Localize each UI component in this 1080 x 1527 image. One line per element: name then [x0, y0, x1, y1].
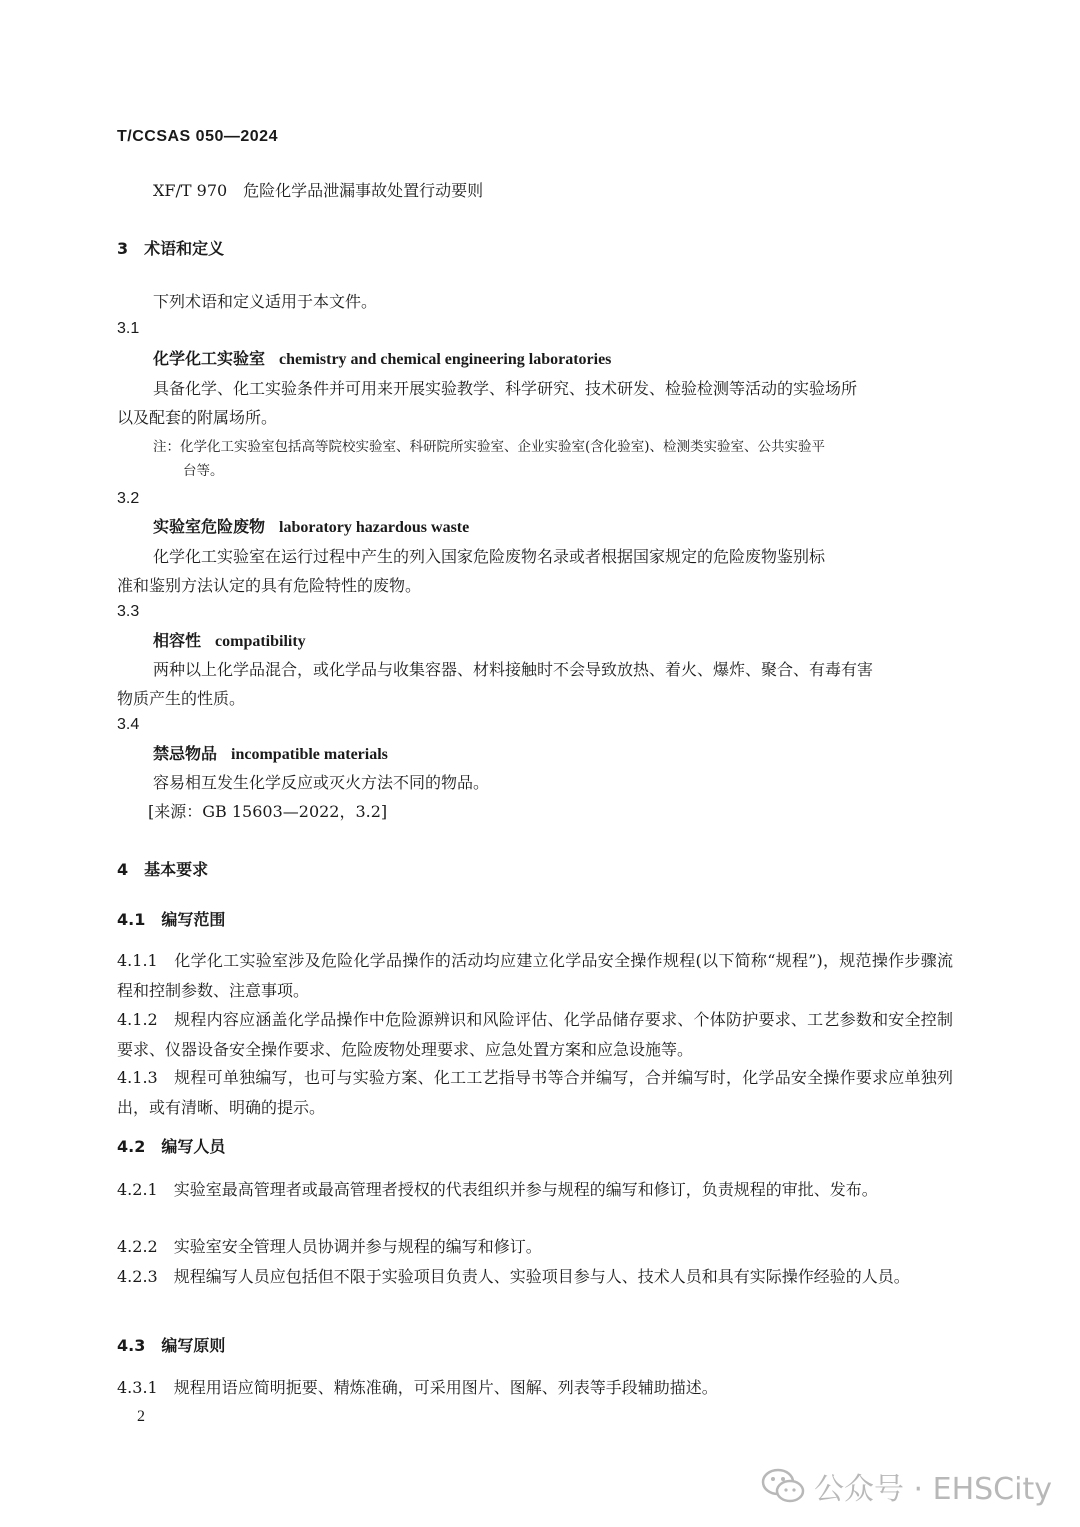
term-number: 3.4 — [117, 716, 140, 733]
term-source: [来源：GB 15603—2022，3.2] — [148, 802, 388, 821]
section-4-3-title: 4.3 编写原则 — [117, 1336, 226, 1355]
term-definition: 两种以上化学品混合，或化学品与收集容器、材料接触时不会导致放热、着火、爆炸、聚合、有毒有害 — [153, 660, 874, 679]
term-zh: 实验室危险废物 — [153, 517, 266, 536]
clause-4-1-1: 4.1.1 化学化工实验室涉及危险化学品操作的活动均应建立化学品安全操作规程(以下简称“规程”)，规范操作步骤流程和控制参数、注意事项。 — [117, 951, 953, 1000]
clause-4-2-3: 4.2.3 规程编写人员应包括但不限于实验项目负责人、实验项目参与人、技术人员和具有实际操作经验的人员。 — [117, 1267, 910, 1286]
term-zh: 禁忌物品 — [153, 744, 218, 763]
section-3-intro: 下列术语和定义适用于本文件。 — [153, 292, 378, 311]
clause-4-1-3: 4.1.3 规程可单独编写，也可与实验方案、化工工艺指导书等合并编写，合并编写时，化学品安全操作要求应单独列出，或有清晰、明确的提示。 — [117, 1068, 953, 1117]
term-note: 注：化学化工实验室包括高等院校实验室、科研院所实验室、企业实验室(含化验室)、检测类实验室、公共实验平 — [153, 439, 826, 455]
section-4-2-title: 4.2 编写人员 — [117, 1137, 226, 1156]
term-title — [153, 626, 306, 657]
term-number: 3.1 — [117, 320, 140, 337]
section-4-title: 4 基本要求 — [117, 860, 209, 879]
clause-4-1-2: 4.1.2 规程内容应涵盖化学品操作中危险源辨识和风险评估、化学品储存要求、个体防护要求、工艺参数和安全控制要求、仪器设备安全操作要求、危险废物处理要求、应急处置方案和应急设施等。 — [117, 1010, 953, 1059]
term-en: incompatible materials — [231, 746, 388, 763]
page-number: 2 — [137, 1408, 145, 1425]
term-number: 3.3 — [117, 603, 140, 620]
term-definition-cont: 物质产生的性质。 — [117, 689, 246, 708]
term-title — [153, 344, 611, 375]
clause-4-3-1: 4.3.1 规程用语应简明扼要、精炼准确，可采用图片、图解、列表等手段辅助描述。 — [117, 1378, 718, 1397]
watermark-text: 公众号 · EHSCity — [814, 1472, 1052, 1507]
term-definition: 容易相互发生化学反应或灭火方法不同的物品。 — [153, 773, 490, 792]
clause-4-2-1: 4.2.1 实验室最高管理者或最高管理者授权的代表组织并参与规程的编写和修订，负责规程的审批、发布。 — [117, 1180, 878, 1199]
clause-4-2-2: 4.2.2 实验室安全管理人员协调并参与规程的编写和修订。 — [117, 1237, 542, 1256]
section-4-1-title: 4.1 编写范围 — [117, 910, 226, 929]
wechat-icon — [760, 1466, 806, 1506]
term-note-cont: 台等。 — [183, 463, 224, 479]
term-definition: 化学化工实验室在运行过程中产生的列入国家危险废物名录或者根据国家规定的危险废物鉴别标 — [153, 547, 826, 566]
term-title — [153, 512, 469, 543]
standard-code: T/CCSAS 050—2024 — [117, 128, 278, 145]
term-title — [153, 739, 388, 770]
term-definition: 具备化学、化工实验条件并可用来开展实验教学、科学研究、技术研发、检验检测等活动的实验场所 — [153, 379, 858, 398]
term-zh: 相容性 — [153, 631, 202, 650]
term-zh: 化学化工实验室 — [153, 349, 266, 368]
term-number: 3.2 — [117, 490, 140, 507]
reference-item: XF/T 970 危险化学品泄漏事故处置行动要则 — [153, 181, 484, 200]
section-3-title: 3 术语和定义 — [117, 239, 225, 258]
term-definition-cont: 以及配套的附属场所。 — [117, 408, 278, 427]
watermark — [760, 1464, 1052, 1508]
term-definition-cont: 准和鉴别方法认定的具有危险特性的废物。 — [117, 576, 422, 595]
term-en: compatibility — [215, 633, 306, 650]
term-en: chemistry and chemical engineering laboratories — [279, 351, 612, 368]
term-en: laboratory hazardous waste — [279, 519, 470, 536]
